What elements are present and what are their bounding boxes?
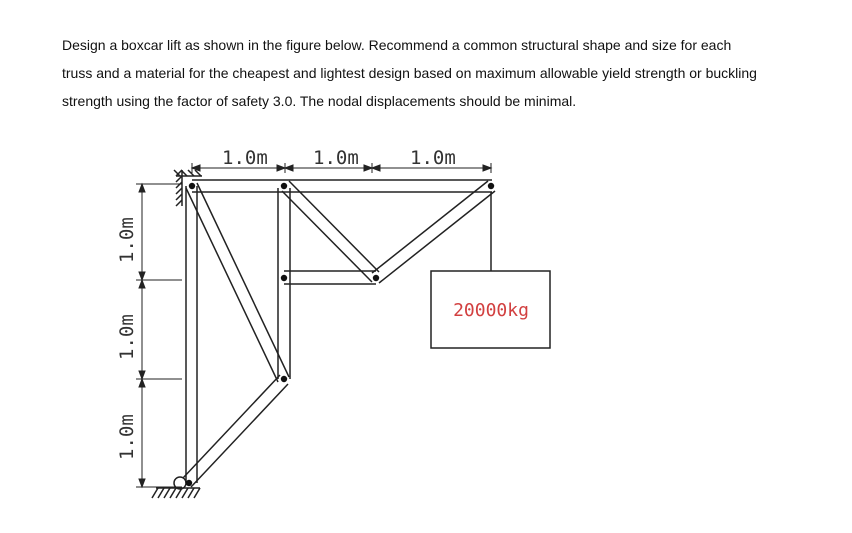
member-top-chord xyxy=(192,180,492,192)
bottom-support-hatch xyxy=(152,488,200,498)
dim-label-v1: 1.0m xyxy=(116,217,138,263)
joint-top-right xyxy=(488,183,494,189)
joint-top-left xyxy=(189,183,195,189)
member-diag-long xyxy=(186,183,289,382)
joint-mid-right xyxy=(373,275,379,281)
problem-line-2: truss and a material for the cheapest and lightest design based on maximum allowable yield strength or buckling xyxy=(62,65,757,81)
joint-bottom-left xyxy=(186,480,192,486)
dim-label-h2: 1.0m xyxy=(313,147,359,169)
joint-lower-mid xyxy=(281,376,287,382)
member-left-chord xyxy=(186,186,197,483)
dim-label-h3: 1.0m xyxy=(410,147,456,169)
joint-mid-left xyxy=(281,275,287,281)
member-diag-bottom xyxy=(183,375,288,487)
problem-line-3: strength using the factor of safety 3.0. The nodal displacements should be minimal. xyxy=(62,93,577,109)
top-support-hatch xyxy=(174,170,202,206)
load-label: 20000kg xyxy=(453,300,529,321)
member-diag-right xyxy=(372,181,495,283)
dim-label-v3: 1.0m xyxy=(116,414,138,460)
joint-top-mid xyxy=(281,183,287,189)
dim-label-v2: 1.0m xyxy=(116,314,138,360)
vertical-dimension xyxy=(136,184,182,487)
problem-line-1: Design a boxcar lift as shown in the figure below. Recommend a common structural shape and size for each xyxy=(62,37,732,53)
dim-label-h1: 1.0m xyxy=(222,147,268,169)
member-diag-upper xyxy=(282,181,379,282)
